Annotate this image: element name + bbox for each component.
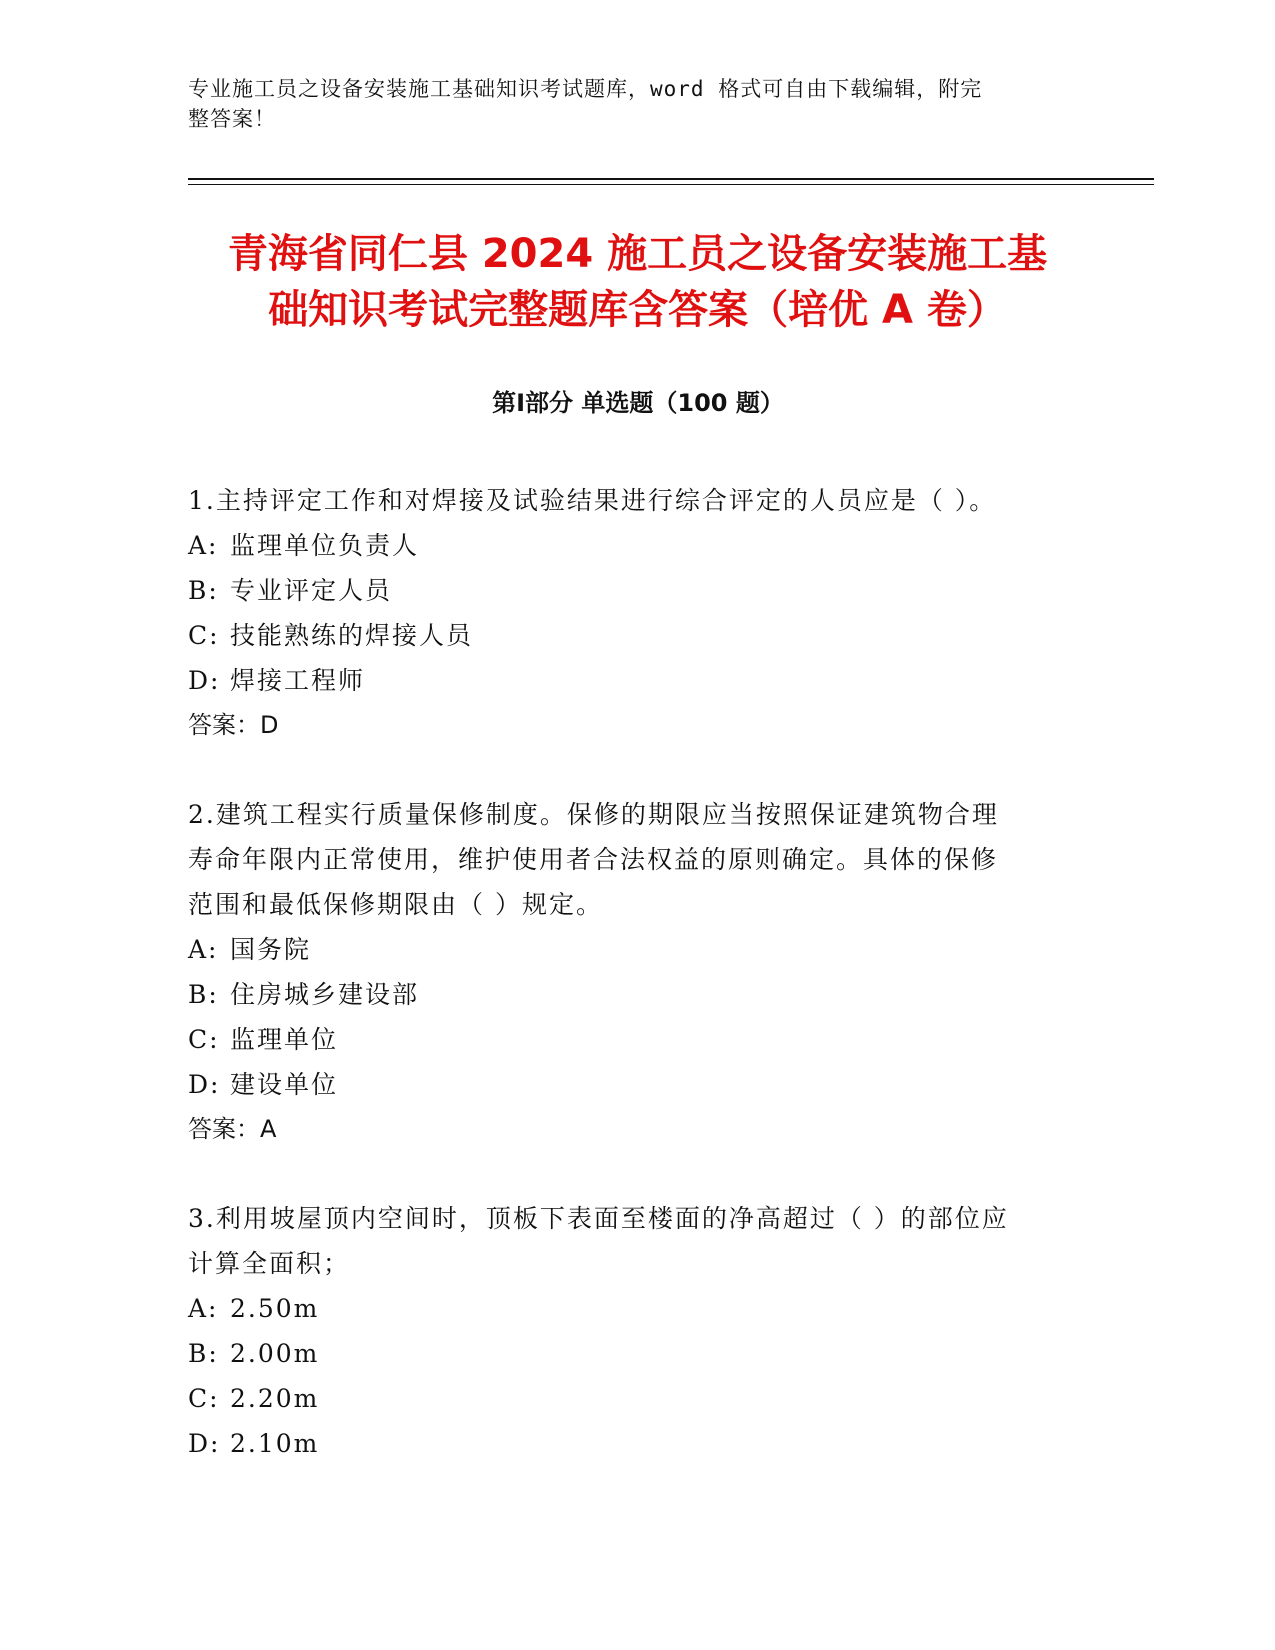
header-note-line-2: 整答案！ — [188, 107, 276, 131]
option-c — [188, 1017, 1068, 1062]
option-text: 2.50m — [230, 1294, 320, 1323]
option-text: 焊接工程师 — [230, 666, 366, 695]
option-text: 监理单位负责人 — [230, 531, 420, 560]
option-key: D: — [188, 666, 221, 695]
question-stem: 1.主持评定工作和对焊接及试验结果进行综合评定的人员应是（ ）。 — [188, 486, 997, 515]
option-key: B: — [188, 980, 219, 1009]
question-answer: 答案：A — [188, 1115, 277, 1143]
option-d — [188, 1421, 1068, 1466]
header-divider-thin — [188, 184, 1154, 185]
question-3 — [188, 1196, 1068, 1466]
option-key: C: — [188, 621, 220, 650]
question-answer: 答案：D — [188, 711, 279, 739]
document-title — [150, 226, 1125, 338]
option-text: 国务院 — [230, 935, 312, 964]
option-key: B: — [188, 1339, 219, 1368]
option-key: B: — [188, 576, 219, 605]
option-text: 住房城乡建设部 — [230, 980, 420, 1009]
option-b — [188, 1331, 1068, 1376]
option-text: 2.10m — [230, 1429, 320, 1458]
option-key: C: — [188, 1384, 220, 1413]
question-list — [188, 478, 1068, 1510]
header-note — [188, 74, 1068, 134]
option-text: 技能熟练的焊接人员 — [230, 621, 474, 650]
option-a — [188, 1286, 1068, 1331]
question-1 — [188, 478, 1068, 748]
document-title-line-2: 础知识考试完整题库含答案（培优 A 卷） — [268, 287, 1007, 333]
option-key: A: — [188, 935, 219, 964]
question-stem-line-2: 计算全面积； — [188, 1249, 351, 1278]
question-stem-line-1: 2.建筑工程实行质量保修制度。保修的期限应当按照保证建筑物合理 — [188, 800, 999, 829]
option-text: 监理单位 — [230, 1025, 339, 1054]
document-title-line-1: 青海省同仁县 2024 施工员之设备安装施工基 — [227, 231, 1048, 277]
question-stem-line-3: 范围和最低保修期限由（ ）规定。 — [188, 890, 603, 919]
option-d — [188, 658, 1068, 703]
option-key: D: — [188, 1429, 221, 1458]
option-c — [188, 1376, 1068, 1421]
option-key: A: — [188, 531, 219, 560]
option-key: C: — [188, 1025, 220, 1054]
option-a — [188, 927, 1068, 972]
header-divider-thick — [188, 178, 1154, 180]
option-b — [188, 972, 1068, 1017]
question-stem-line-1: 3.利用坡屋顶内空间时，顶板下表面至楼面的净高超过（ ）的部位应 — [188, 1204, 1009, 1233]
option-c — [188, 613, 1068, 658]
option-b — [188, 568, 1068, 613]
option-a — [188, 523, 1068, 568]
option-text: 2.20m — [230, 1384, 320, 1413]
option-key: D: — [188, 1070, 221, 1099]
question-stem-line-2: 寿命年限内正常使用，维护使用者合法权益的原则确定。具体的保修 — [188, 845, 999, 874]
option-key: A: — [188, 1294, 219, 1323]
option-text: 专业评定人员 — [230, 576, 393, 605]
option-text: 建设单位 — [230, 1070, 339, 1099]
question-2 — [188, 792, 1068, 1152]
section-heading: 第Ⅰ部分 单选题（100 题） — [492, 389, 784, 417]
option-d — [188, 1062, 1068, 1107]
option-text: 2.00m — [230, 1339, 320, 1368]
header-note-line-1: 专业施工员之设备安装施工基础知识考试题库，word 格式可自由下载编辑，附完 — [188, 77, 983, 101]
